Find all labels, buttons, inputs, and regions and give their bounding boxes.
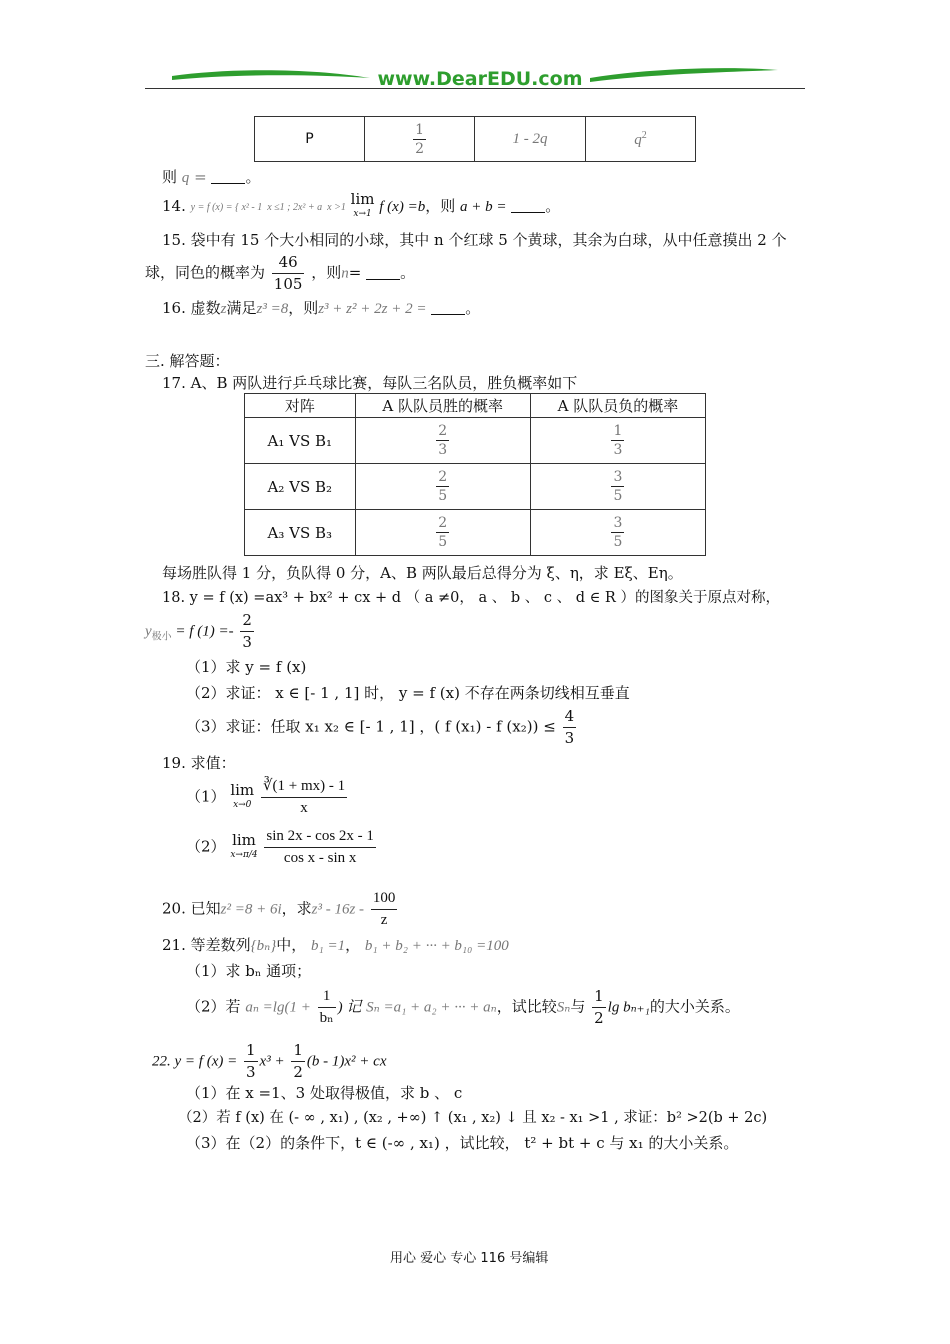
section-title: 三. 解答题： bbox=[145, 352, 230, 370]
question-14: 14. y = f (x) = { x² - 1 x ≤1 ; 2x² + a x >1 lim x→1 f (x) =b，则 a + b = 。 bbox=[162, 192, 560, 222]
question-17-outro: 每场胜队得 1 分，负队得 0 分，A、B 两队最后总得分为 ξ、η，求 Eξ、Eη。 bbox=[162, 564, 683, 582]
question-21-part2: （2）若 aₙ =lg(1 + $\frac{1}{\text{bₙ}}$ ) 记 Sₙ =a₁ + a₂ + ··· + aₙ，试比较Sₙ与 $\frac{1}{2}$ lg bₙ₊₁的大小关系。 bbox=[186, 987, 740, 1027]
question-18-part3: （3）求证：任取 x₁ x₂ ∈ [- 1 , 1] ，( f (x₁) - f (x₂)) ≤ $\frac{4}{3}$ bbox=[186, 707, 575, 747]
question-18-part1: （1）求 y = f (x) bbox=[186, 658, 307, 676]
table-header-match: 对阵 bbox=[245, 394, 356, 418]
question-16: 16. 虚数z满足z³ =8，则z³ + z² + 2z + 2 = 。 bbox=[162, 299, 481, 317]
answer-blank[interactable] bbox=[366, 265, 400, 280]
question-21-part1: （1）求 bₙ 通项； bbox=[186, 962, 312, 980]
logo-text: www.DearEDU.com bbox=[377, 68, 583, 90]
answer-blank[interactable] bbox=[211, 169, 245, 184]
table-cell-1-2q: 1 - 2q bbox=[475, 117, 586, 162]
question-15-line2: 球，同色的概率为 $\frac{46}{105}$ ，则n= 。 bbox=[145, 253, 416, 293]
logo-swoosh-right-icon bbox=[590, 68, 778, 82]
question-19-part2: （2） lim x→π/4 $\frac{\sin 2x - \cos 2x - 1}{\text{cos x - sin x}}$ bbox=[186, 828, 374, 866]
question-22-part1: （1）在 x =1、3 处取得极值，求 b 、 c bbox=[186, 1084, 463, 1102]
table-row: A₃ VS B₃ $\frac{2}{5}$ $\frac{3}{5}$ bbox=[245, 510, 706, 556]
header-rule bbox=[145, 88, 805, 89]
piecewise-function: y = f (x) = { x² - 1 x ≤1 ; 2x² + a x >1 bbox=[190, 201, 346, 213]
match-probability-table bbox=[244, 393, 706, 556]
question-22-part2: （2）若 f (x) 在 (- ∞ , x₁) , (x₂ , +∞) ↑ (x₁ , x₂) ↓ 且 x₂ - x₁ >1 , 求证：b² >2(b + 2c) bbox=[178, 1110, 768, 1126]
table-row: A₁ VS B₁ $\frac{2}{3}$ $\frac{1}{3}$ bbox=[245, 418, 706, 464]
answer-blank[interactable] bbox=[511, 198, 545, 213]
question-19-part1: （1） lim x→0 $\frac{∛(1 + mx) - 1}{x}$ bbox=[186, 778, 346, 816]
question-18-line2: $y_{极小} = f$ (1) =- $\frac{2}{3}$ bbox=[145, 611, 252, 651]
question-20: 20. 已知z² =8 + 6i，求z³ - 16z - $\frac{100}{z}$ bbox=[162, 890, 396, 928]
limit-symbol: lim x→1 bbox=[350, 190, 375, 219]
distribution-table bbox=[254, 116, 696, 162]
limit-symbol: lim x→0 bbox=[230, 780, 255, 810]
question-17-intro: 17. A、B 两队进行乒乓球比赛，每队三名队员，胜负概率如下 bbox=[162, 374, 578, 392]
question-21-line1: 21. 等差数列{bₙ}中， b₁ =1， b₁ + b₂ + ··· + b₁₀ =100 bbox=[162, 936, 509, 954]
q13-tail: 则 q = 。 bbox=[162, 168, 261, 186]
limit-symbol: lim x→π/4 bbox=[230, 830, 258, 860]
question-18-line1: 18. y = f (x) =ax³ + bx² + cx + d （ a ≠0， a 、 b 、 c 、 d ∈ R ）的图象关于原点对称， bbox=[162, 590, 780, 606]
question-22-line1: 22. y = f (x) = $\frac{1}{3}$ x³ + $\frac{1}{2}$ (b - 1)x² + cx bbox=[152, 1041, 387, 1081]
question-19-title: 19. 求值： bbox=[162, 754, 236, 772]
answer-blank[interactable] bbox=[431, 300, 465, 315]
table-row-label: P bbox=[255, 117, 365, 162]
table-header-lose: A 队队员负的概率 bbox=[530, 394, 705, 418]
question-15-line1: 15. 袋中有 15 个大小相同的小球，其中 n 个红球 5 个黄球，其余为白球，从中任意摸出 2 个 bbox=[162, 231, 787, 249]
table-cell-q2: $q^2$ bbox=[585, 117, 695, 162]
table-cell-half: $\frac{1}{2}$ bbox=[364, 117, 474, 162]
table-header-win: A 队队员胜的概率 bbox=[355, 394, 530, 418]
logo-swoosh-left-icon bbox=[172, 70, 370, 80]
dearedu-logo bbox=[170, 64, 780, 90]
question-22-part3: （3）在（2）的条件下，t ∈ (-∞ , x₁) ，试比较， t² + bt + c 与 x₁ 的大小关系。 bbox=[186, 1134, 739, 1152]
table-row: A₂ VS B₂ $\frac{2}{5}$ $\frac{3}{5}$ bbox=[245, 464, 706, 510]
question-18-part2: （2）求证： x ∈ [- 1 , 1] 时， y = f (x) 不存在两条切线相互垂直 bbox=[186, 684, 630, 702]
page-footer: 用心 爱心 专心 116 号编辑 bbox=[390, 1251, 549, 1266]
